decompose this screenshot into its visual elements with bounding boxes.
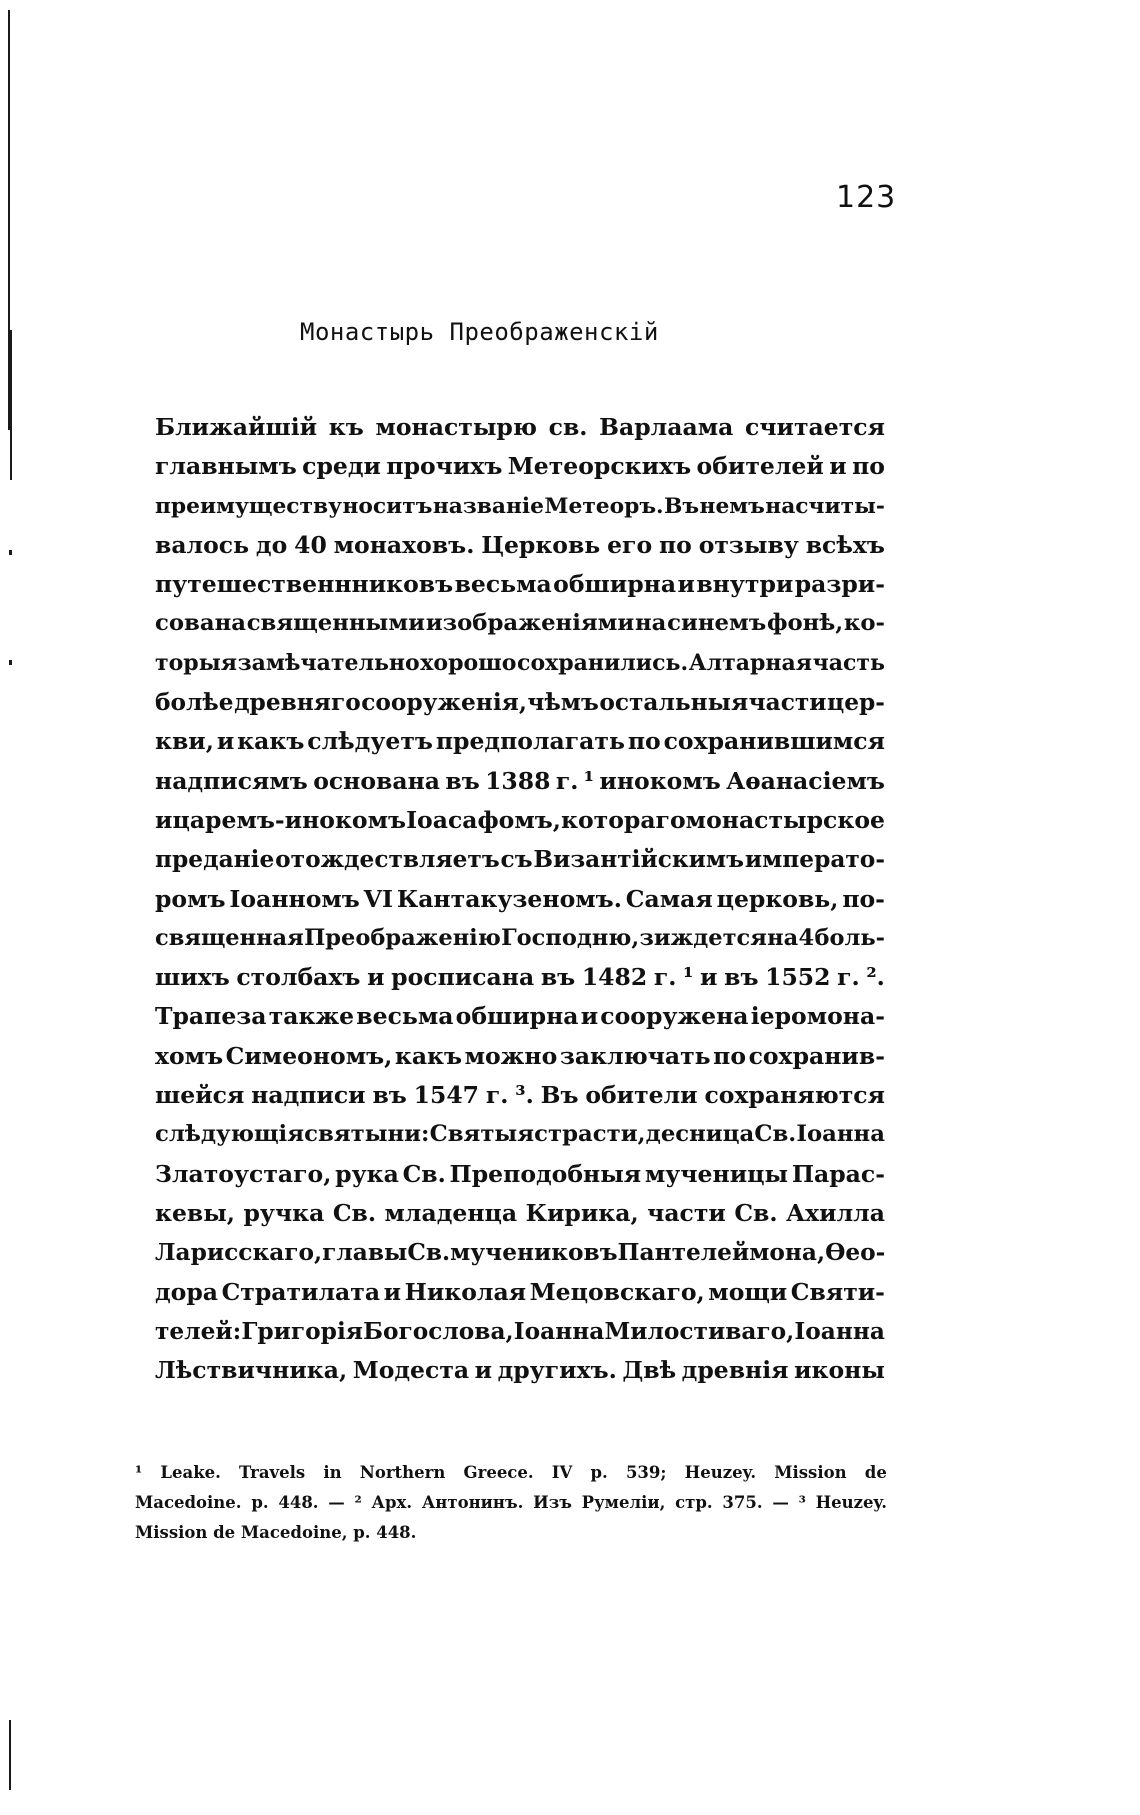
body-line [155,408,885,447]
word: росписана [391,963,535,992]
word: Св. [402,1159,446,1188]
word: Метеоръ. [544,493,664,519]
word: Мецовскаго, [529,1277,705,1306]
word: заключать [559,1041,711,1070]
body-text [155,408,885,1390]
body-line [155,644,885,683]
word: и [383,1277,402,1306]
word: Macedoine. [135,1493,242,1512]
word: сооружена [600,1002,749,1031]
word: внутри [696,570,794,599]
word: Heuzey. [815,1493,887,1512]
word: de [864,1463,887,1482]
word: Стратилата [221,1277,381,1306]
word: IV [551,1463,573,1482]
body-line [155,565,885,604]
body-line [155,958,885,997]
word: части [647,1198,726,1227]
word: Іоанна [796,1121,885,1148]
footnote-line [135,1488,887,1518]
footnote-line [135,1458,887,1488]
word: ³. [515,1081,534,1110]
word: его [607,530,653,559]
word: обширна [455,1002,579,1031]
word: Лѣствичника, [155,1356,348,1385]
body-line [155,919,885,958]
word: и [677,570,695,599]
word: Іоанна [794,1317,885,1345]
word: Leake. [160,1463,221,1482]
binding-edge [9,1720,11,1790]
word: слѣдующія [155,1121,305,1148]
word: монаховъ. [333,530,475,559]
word: 448. [278,1493,319,1512]
body-line [155,604,885,643]
word: Ближайшій [155,413,318,441]
word: весьма [356,1002,454,1031]
body-line-text [155,762,885,801]
word: и [155,805,173,834]
body-line [155,1076,885,1115]
footnote-line [135,1518,887,1548]
word: Арх. [371,1493,413,1512]
word: кви, [155,727,214,756]
body-line-text [155,801,885,840]
body-line [155,840,885,879]
footnotes [135,1458,887,1548]
word: г. [485,1081,509,1110]
word: какъ [394,1041,463,1070]
word: Ларисскаго, [155,1239,323,1267]
word: Іоанна [513,1317,605,1345]
word: по- [842,884,885,913]
body-line-text [155,408,885,447]
word: Самая [625,884,713,913]
word: по [627,727,661,756]
word: ³ [798,1493,806,1512]
body-line-text [155,644,885,683]
word: по [713,1041,747,1070]
word: Іоанномъ [229,884,360,913]
word: ². [866,963,885,992]
word: Іоасафомъ, [406,805,561,834]
word: Варлаама [599,413,734,441]
word: надписямъ [155,766,308,795]
word: преимуществу [155,493,343,519]
word: VI [363,884,393,913]
word: къ [328,413,364,441]
word: и [474,1356,493,1385]
word: и [700,963,718,992]
word: сохранившимся [663,727,885,756]
word: синемъ [667,610,767,637]
binding-edge [10,330,12,480]
word: считается [745,413,885,441]
word: іеромона- [750,1002,885,1031]
word: ¹ [683,963,694,992]
word: въ [445,766,480,795]
word: по [852,452,885,481]
word: 1388 [485,766,551,795]
word: — [772,1493,789,1512]
body-line-text [155,1076,885,1115]
word: Византійскимъ [533,846,744,874]
word: Ѳео- [825,1239,886,1267]
body-line-text [155,1312,885,1351]
word: мученицы [644,1159,789,1188]
body-line [155,487,885,526]
word: обширна [553,570,677,599]
word: обителей [696,452,824,481]
word: кевы, [155,1198,235,1227]
word: Николая [404,1277,527,1306]
body-line [155,1115,885,1154]
body-line-text [155,1037,885,1076]
word: рука [335,1159,399,1188]
body-line-text [155,1115,885,1154]
word: предполагать [435,727,625,756]
word: 1482 [581,963,648,992]
word: Св. [734,1198,778,1227]
word: г. [555,766,579,795]
word: прочихъ [386,452,503,481]
word: валось [155,530,250,559]
word: Двѣ [622,1356,677,1385]
word: съ [500,846,533,874]
word: императо- [744,846,885,874]
word: 1552 [765,963,831,992]
word: на [635,610,667,637]
body-line [155,1351,885,1390]
word: страсти, [534,1121,646,1148]
body-line-text [155,840,885,879]
word: въ [372,1081,407,1110]
word: ко- [843,610,885,637]
word: Преподобныя [449,1159,642,1188]
page-number: 123 [836,180,897,215]
word: фонѣ, [766,610,844,637]
word: царемъ-инокомъ [172,805,407,834]
word: 4 [798,924,815,951]
word: г. [837,963,860,992]
word: стр. [675,1493,713,1512]
word: шейся [155,1081,245,1110]
word: столбахъ [236,963,361,992]
scan-speck [9,550,12,555]
word: отзыву [698,530,799,559]
word: главнымъ [155,452,297,481]
word: Трапеза [155,1002,267,1031]
word: 40 [294,530,327,559]
word: ¹ [583,766,595,795]
body-line [155,1273,885,1312]
word: Аѳанасіемъ [726,766,885,795]
word: замѣчательно [237,649,420,676]
word: зиждется [639,924,767,951]
word: части [748,689,827,717]
body-line [155,1312,885,1351]
word: и [829,452,847,481]
word: какъ [237,727,305,756]
word: сохранив- [748,1041,885,1070]
word: Модеста [352,1356,470,1385]
word: Метеорскихъ [507,452,692,481]
word: in [323,1463,342,1482]
word: дора [155,1277,218,1306]
word: Heuzey. [684,1463,757,1482]
body-line [155,526,885,565]
body-line-text [155,604,885,643]
word: ¹ [135,1463,143,1482]
word: главы [322,1239,408,1267]
footnote-text: Mission de Macedoine, p. 448. [135,1523,417,1542]
word: Въ [540,1081,579,1110]
body-line-text [155,997,885,1036]
word: преданіе [155,846,275,874]
word: Святыя [429,1121,535,1148]
word: Св. [754,1121,797,1148]
body-line [155,1194,885,1233]
word: отождествляетъ [275,846,500,874]
body-line-text [155,1273,885,1312]
word: десница [645,1121,755,1148]
word: Парас- [791,1159,885,1188]
word: въ [540,963,576,992]
word: священная [155,924,304,951]
word: Алтарная [688,649,813,676]
word: болѣе [155,689,234,717]
body-line-text [155,722,885,761]
word: священными [246,610,425,637]
body-line [155,447,885,486]
word: г. [653,963,677,992]
word: Златоустаго, [155,1159,332,1188]
word: можно [464,1041,558,1070]
word: сооруженія, [361,689,527,717]
word: Милостиваго, [604,1317,795,1345]
word: носитъ [342,493,433,519]
word: обители [585,1081,698,1110]
word: и [216,727,235,756]
word: цер- [827,689,885,717]
body-line-text [155,565,885,604]
word: p. [590,1463,608,1482]
word: шихъ [155,963,230,992]
word: остальныя [599,689,749,717]
word: до [255,530,288,559]
word: другихъ. [497,1356,617,1385]
word: монастырское [685,805,885,834]
body-line-text [155,1155,885,1194]
word: торыя [155,649,237,676]
word: надписи [251,1081,366,1110]
word: Travels [239,1463,306,1482]
word: Преображенію [304,924,501,951]
word: церковь, [716,884,839,913]
word: чѣмъ [527,689,599,717]
word: основана [313,766,441,795]
word: и [367,963,385,992]
word: хорошо [420,649,517,676]
body-line [155,1155,885,1194]
word: Изъ [533,1493,572,1512]
word: св. [548,413,588,441]
word: насчиты- [765,493,885,519]
word: Господню, [501,924,640,951]
word: по [658,530,692,559]
word: Симеономъ, [225,1041,393,1070]
word: Св. [332,1198,377,1227]
word: разри- [794,570,885,599]
chapter-title: Монастырь Преображенскій [300,318,659,346]
word: на [767,924,799,951]
word: боль- [814,924,885,951]
word: сохраняются [704,1081,885,1110]
body-line-text [155,447,885,486]
word: ² [354,1493,362,1512]
body-line-text [155,487,885,526]
word: Greece. [463,1463,534,1482]
word: ручка [243,1198,325,1227]
word: часть [812,649,885,676]
word: Церковь [481,530,601,559]
word: всѣхъ [805,530,885,559]
word: Кантакузеномъ. [396,884,622,913]
word: инокомъ [599,766,721,795]
word: Northern [359,1463,446,1482]
body-line [155,762,885,801]
word: младенца [384,1198,518,1227]
word: 375. [722,1493,763,1512]
word: среди [302,452,381,481]
body-line [155,1233,885,1272]
word: слѣдуетъ [307,727,433,756]
word: сована [155,610,246,637]
word: Въ [664,493,700,519]
word: изображеніями [425,610,635,637]
body-line-text [155,880,885,919]
body-line [155,1037,885,1076]
word: въ [724,963,759,992]
word: 1547 [413,1081,480,1110]
body-line [155,722,885,761]
body-line-text [155,958,885,997]
word: монастырю [375,413,537,441]
word: Святи- [790,1277,885,1306]
word: Григорія [241,1317,363,1345]
word: древняго [234,689,361,717]
body-line-text [155,919,885,958]
word: также [268,1002,355,1031]
word: сохранились. [517,649,689,676]
word: хомъ [155,1041,224,1070]
footnote-text [135,1458,887,1488]
word: ромъ [155,884,226,913]
word: Ахилла [786,1198,885,1227]
word: Румеліи, [581,1493,666,1512]
word: 539; [625,1463,667,1482]
scan-speck [9,660,12,665]
word: древнія [681,1356,789,1385]
body-line [155,880,885,919]
word: путешественнниковъ [155,570,454,599]
word: Богослова, [363,1317,514,1345]
word: весьма [454,570,552,599]
word: — [328,1493,345,1512]
footnote-text [135,1488,887,1518]
word: святыни: [304,1121,430,1148]
word: p. [251,1493,269,1512]
body-line [155,997,885,1036]
word: Антонинъ. [421,1493,524,1512]
body-line-text [155,1233,885,1272]
word: Кирика, [525,1198,639,1227]
word: мощи [708,1277,788,1306]
word: котораго [561,805,686,834]
word: немъ [699,493,765,519]
word: Пантелеймона, [617,1239,826,1267]
word: названіе [432,493,544,519]
body-line-text [155,1194,885,1233]
word: Св. [407,1239,451,1267]
body-line-text [155,526,885,565]
word: Mission [774,1463,847,1482]
body-line [155,801,885,840]
body-line [155,683,885,722]
word: мучениковъ [450,1239,618,1267]
word: и [580,1002,599,1031]
word: иконы [794,1356,885,1385]
body-line-text [155,1351,885,1390]
body-line-text [155,683,885,722]
word: телей: [155,1317,242,1345]
